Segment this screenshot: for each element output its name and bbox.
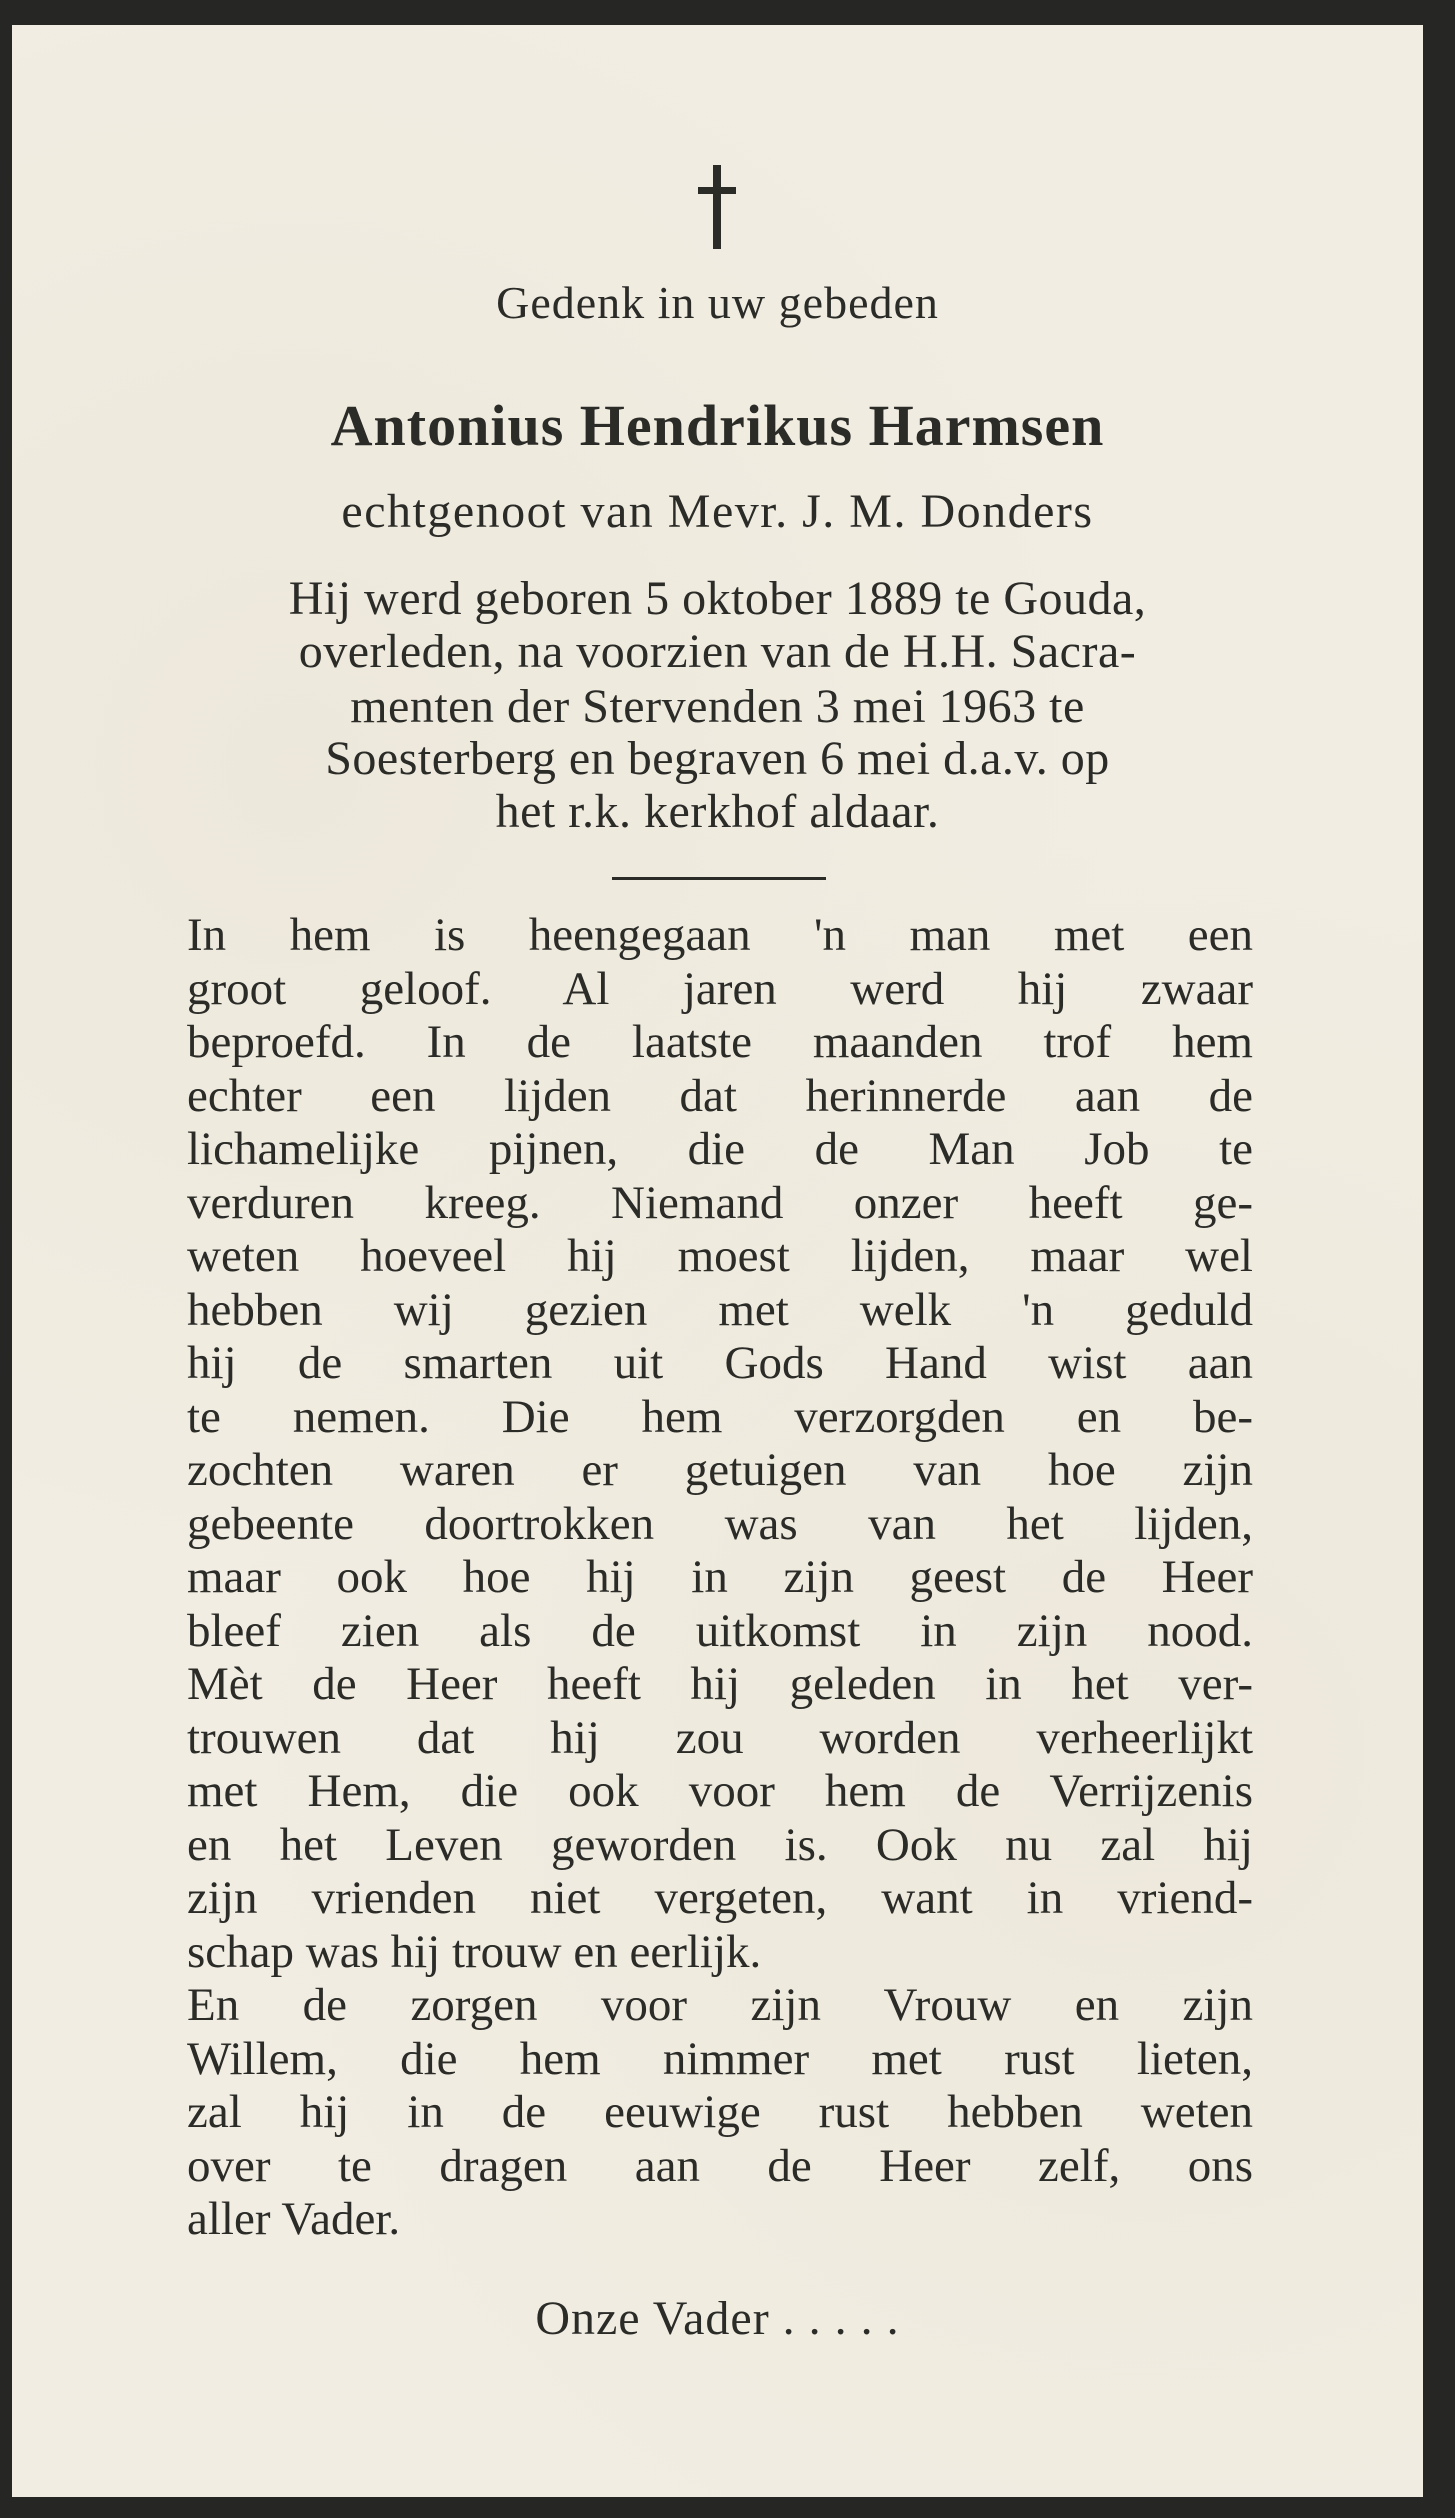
body-line: zal hij in de eeuwige rust hebben weten (187, 2086, 1253, 2138)
spouse-line: echtgenoot van Mevr. J. M. Donders (341, 485, 1094, 538)
info-line: Soesterberg en begraven 6 mei d.a.v. op (325, 732, 1110, 785)
cross-icon (698, 165, 736, 249)
body-line: hebben wij gezien met welk 'n geduld (187, 1283, 1253, 1336)
body-line: lichamelijke pijnen, die de Man Job te (187, 1123, 1253, 1175)
closing-prayer: Onze Vader . . . . . (535, 2292, 900, 2345)
cross-vertical-bar (713, 165, 721, 249)
body-line: te nemen. Die hem verzorgden en be- (187, 1390, 1253, 1443)
body-line: echter een lijden dat herinnerde aan de (187, 1069, 1253, 1122)
heading: Gedenk in uw gebeden (496, 277, 939, 328)
cross-horizontal-bar (698, 187, 736, 194)
info-line: overleden, na voorzien van de H.H. Sacra- (298, 625, 1137, 678)
body-line: bleef zien als de uitkomst in zijn nood. (187, 1604, 1253, 1657)
body-line: over te dragen aan de Heer zelf, ons (187, 2139, 1253, 2192)
body-line: En de zorgen voor zijn Vrouw en zijn (187, 1979, 1253, 2031)
info-line: menten der Stervenden 3 mei 1963 te (350, 680, 1085, 733)
body-line: verduren kreeg. Niemand onzer heeft ge- (187, 1176, 1253, 1229)
body-line: zijn vrienden niet vergeten, want in vriend- (187, 1872, 1253, 1924)
divider (612, 877, 826, 880)
body-line: beproefd. In de laatste maanden trof hem (187, 1016, 1253, 1068)
body-line: groot geloof. Al jaren werd hij zwaar (187, 962, 1253, 1015)
info-line: het r.k. kerkhof aldaar. (495, 785, 940, 838)
body-line: In hem is heengegaan 'n man met een (187, 909, 1253, 961)
body-line: weten hoeveel hij moest lijden, maar wel (187, 1230, 1253, 1282)
body-line: hij de smarten uit Gods Hand wist aan (187, 1337, 1253, 1389)
body-line: gebeente doortrokken was van het lijden, (187, 1497, 1253, 1550)
body-line: trouwen dat hij zou worden verheerlijkt (187, 1711, 1253, 1764)
body-line: zochten waren er getuigen van hoe zijn (187, 1444, 1253, 1496)
info-line: Hij werd geboren 5 oktober 1889 te Gouda, (288, 572, 1147, 625)
deceased-name: Antonius Hendrikus Harmsen (330, 393, 1105, 458)
body-line: met Hem, die ook voor hem de Verrijzenis (187, 1765, 1253, 1817)
body-line: schap was hij trouw en eerlijk. (187, 1925, 762, 1978)
body-line: Willem, die hem nimmer met rust lieten, (187, 2032, 1253, 2085)
body-line: Mèt de Heer heeft hij geleden in het ver- (187, 1658, 1253, 1710)
body-line: aller Vader. (187, 2193, 401, 2245)
body-line: en het Leven geworden is. Ook nu zal hij (187, 1818, 1253, 1871)
body-line: maar ook hoe hij in zijn geest de Heer (187, 1551, 1253, 1603)
memorial-card (12, 25, 1423, 2497)
